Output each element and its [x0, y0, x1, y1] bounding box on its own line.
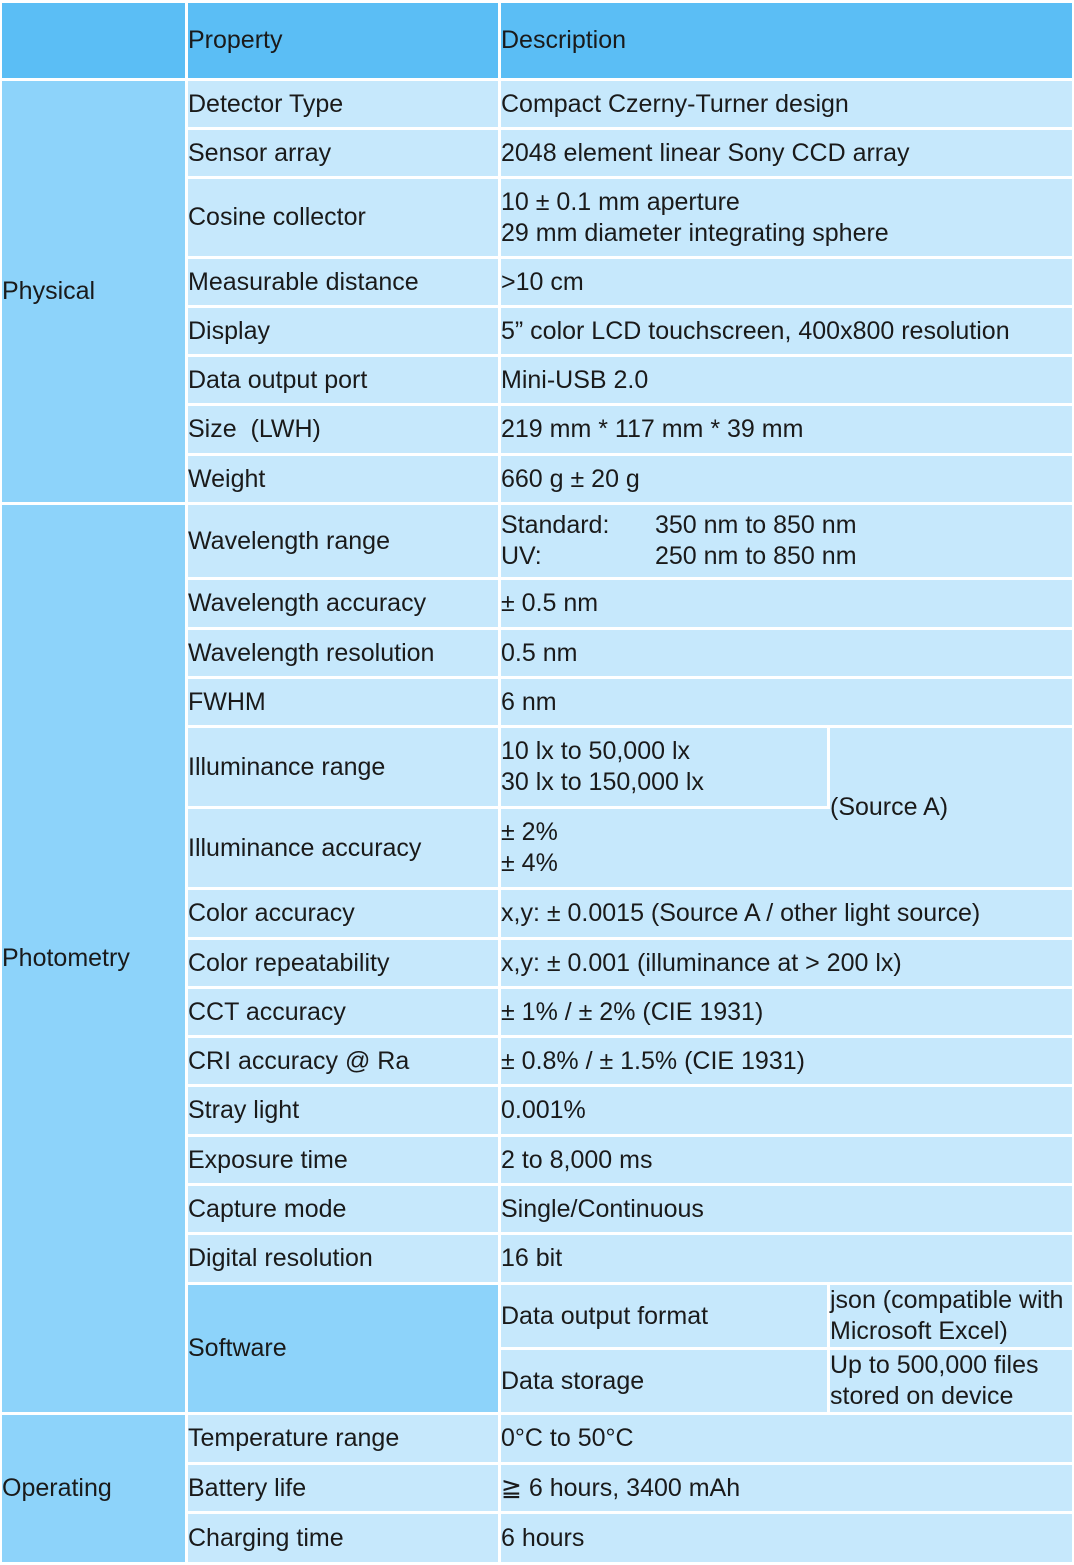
description-cell: Mini-USB 2.0 [501, 357, 1072, 406]
table-row [2, 81, 1072, 130]
description-cell [501, 728, 830, 809]
description-cell: ± 0.8% / ± 1.5% (CIE 1931) [501, 1038, 1072, 1087]
specification-table [2, 3, 1072, 1565]
description-cell: 2 to 8,000 ms [501, 1137, 1072, 1186]
description-cell: x,y: ± 0.0015 (Source A / other light source) [501, 890, 1072, 940]
group-physical: Physical [2, 81, 188, 505]
description-cell: Compact Czerny-Turner design [501, 81, 1072, 130]
property-cell: Cosine collector [188, 179, 501, 259]
property-cell: Color repeatability [188, 940, 501, 989]
property-cell: Data storage [501, 1350, 830, 1415]
description-line: 29 mm diameter integrating sphere [501, 218, 889, 247]
description-cell: 6 hours [501, 1514, 1072, 1565]
description-line: ± 2% [501, 818, 558, 846]
description-line: 10 lx to 50,000 lx [501, 737, 691, 765]
property-cell: CCT accuracy [188, 989, 501, 1038]
property-cell: Battery life [188, 1465, 501, 1514]
table-row [2, 505, 1072, 580]
description-cell: 0.001% [501, 1087, 1072, 1137]
property-cell: Sensor array [188, 130, 501, 179]
property-cell: Illuminance accuracy [188, 809, 501, 890]
property-cell: Charging time [188, 1514, 501, 1565]
table-header-row [2, 3, 1072, 81]
description-cell: x,y: ± 0.001 (illuminance at > 200 lx) [501, 940, 1072, 989]
header-group-cell [2, 3, 188, 81]
property-cell: Size (LWH) [188, 406, 501, 456]
table-row [2, 1415, 1072, 1465]
description-line: ± 4% [501, 849, 558, 877]
wavelength-standard-value: 350 nm to 850 nm [655, 511, 857, 539]
source-note-cell: (Source A) [830, 728, 1072, 890]
wavelength-uv-label: UV: [501, 542, 542, 570]
description-cell: 16 bit [501, 1235, 1072, 1285]
description-cell: 0°C to 50°C [501, 1415, 1072, 1465]
description-cell: ± 1% / ± 2% (CIE 1931) [501, 989, 1072, 1038]
wavelength-uv-value: 250 nm to 850 nm [655, 542, 857, 570]
description-cell: 219 mm * 117 mm * 39 mm [501, 406, 1072, 456]
property-cell: Digital resolution [188, 1235, 501, 1285]
property-cell: Data output port [188, 357, 501, 406]
description-cell: 2048 element linear Sony CCD array [501, 130, 1072, 179]
description-cell: ± 0.5 nm [501, 580, 1072, 630]
property-cell: Stray light [188, 1087, 501, 1137]
property-cell: Capture mode [188, 1186, 501, 1235]
wavelength-standard-line [501, 510, 1072, 541]
property-cell: Temperature range [188, 1415, 501, 1465]
property-cell: Wavelength resolution [188, 630, 501, 679]
group-operating: Operating [2, 1415, 188, 1565]
property-cell: Measurable distance [188, 259, 501, 308]
property-cell: CRI accuracy @ Ra [188, 1038, 501, 1087]
description-cell: 6 nm [501, 679, 1072, 728]
group-software: Software [188, 1285, 501, 1415]
property-cell: Weight [188, 456, 501, 505]
description-cell: json (compatible with Microsoft Excel) [830, 1285, 1072, 1350]
description-cell: 660 g ± 20 g [501, 456, 1072, 505]
description-cell [501, 505, 1072, 580]
description-cell [501, 809, 830, 890]
property-cell: Detector Type [188, 81, 501, 130]
description-cell: >10 cm [501, 259, 1072, 308]
property-cell: Wavelength accuracy [188, 580, 501, 630]
wavelength-uv-line [501, 541, 1072, 572]
property-cell: Wavelength range [188, 505, 501, 580]
group-photometry: Photometry [2, 505, 188, 1415]
property-cell: Illuminance range [188, 728, 501, 809]
description-line: 30 lx to 150,000 lx [501, 768, 704, 796]
description-cell: Single/Continuous [501, 1186, 1072, 1235]
description-cell [501, 179, 1072, 259]
property-cell: FWHM [188, 679, 501, 728]
property-cell: Exposure time [188, 1137, 501, 1186]
description-cell: 5” color LCD touchscreen, 400x800 resolution [501, 308, 1072, 357]
description-cell: ≧ 6 hours, 3400 mAh [501, 1465, 1072, 1514]
property-cell: Data output format [501, 1285, 830, 1350]
header-property: Property [188, 3, 501, 81]
description-cell: 0.5 nm [501, 630, 1072, 679]
property-cell: Color accuracy [188, 890, 501, 940]
description-cell: Up to 500,000 files stored on device [830, 1350, 1072, 1415]
property-cell: Display [188, 308, 501, 357]
header-description: Description [501, 3, 1072, 81]
wavelength-standard-label: Standard: [501, 511, 610, 539]
description-line: 10 ± 0.1 mm aperture [501, 187, 740, 216]
